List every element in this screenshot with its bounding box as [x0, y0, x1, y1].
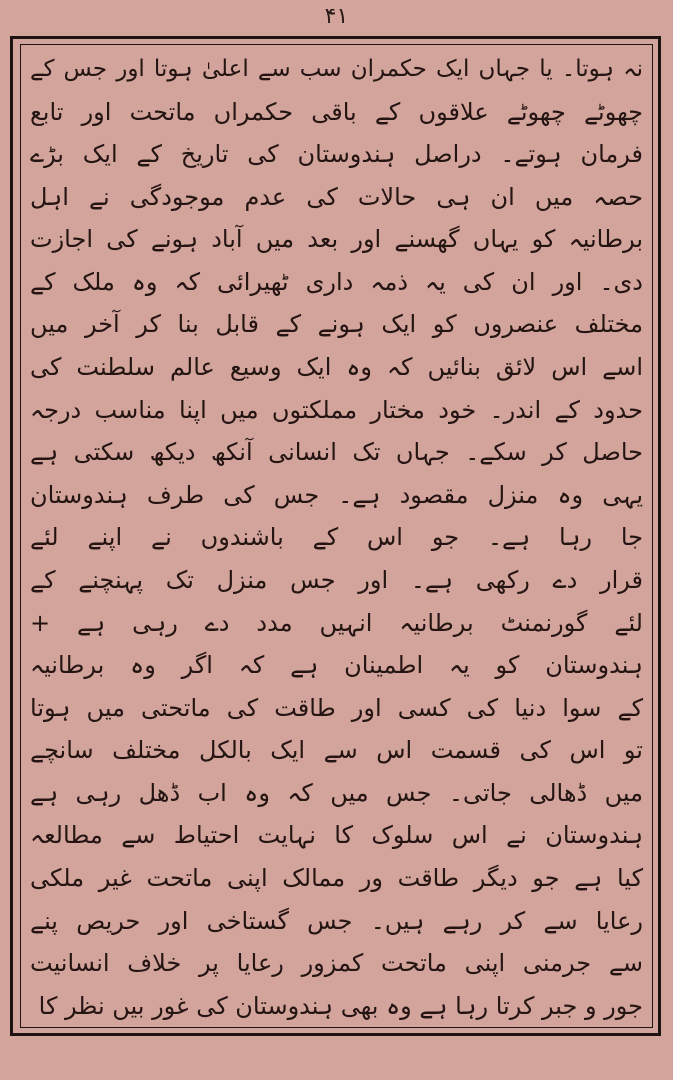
text-line: فرمان ہوتے۔ دراصل ہندوستان کی تاریخ کے ایک بڑے [30, 140, 643, 169]
text-line: ہندوستان کو یہ اطمینان ہے کہ اگر وہ برطانیہ [30, 651, 643, 680]
page-body-text [30, 55, 643, 1020]
text-line: قرار دے رکھی ہے۔ اور جس منزل تک پہنچنے کے [30, 565, 643, 594]
text-line: لئے گورنمنٹ برطانیہ انہیں مدد دے رہی ہے + [30, 608, 643, 637]
page-number: ۴۱ [324, 4, 349, 29]
text-line: مختلف عنصروں کو ایک ہونے کے قابل بنا کر آخر میں [30, 310, 643, 339]
text-line: سے جرمنی اپنی ماتحت کمزور رعایا پر خلاف انسانیت [30, 949, 643, 978]
text-line: چھوٹے چھوٹے علاقوں کے باقی حکمراں ماتحت اور تابع [30, 97, 643, 126]
text-line: ہندوستان نے اس سلوک کا نہایت احتیاط سے مطالعہ [30, 821, 643, 850]
text-line: جور و جبر کرتا رہا ہے وہ بھی ہندوستان کی غور بیں نظر کا [38, 991, 643, 1020]
text-line: کیا ہے جو دیگر طاقت ور ممالک اپنی ماتحت غیر ملکی [30, 863, 643, 892]
text-line: حصہ میں ان ہی حالات کی عدم موجودگی نے اہل [30, 182, 643, 211]
text-line: یہی وہ منزل مقصود ہے۔ جس کی طرف ہندوستان [30, 480, 643, 509]
text-line: میں ڈھالی جاتی۔ جس میں کہ وہ اب ڈھل رہی ہے [30, 778, 643, 807]
text-line: تو اس کی قسمت اس سے ایک بالکل مختلف سانچے [30, 736, 643, 765]
text-line: اسے اس لائق بنائیں کہ وہ ایک وسیع عالم سلطنت کی [30, 353, 643, 382]
text-line: دی۔ اور ان کی یہ ذمہ داری ٹھیرائی کہ وہ ملک کے [30, 267, 643, 296]
text-line: کے سوا دنیا کی کسی اور طاقت کی ماتحتی میں ہوتا [30, 693, 643, 722]
text-line: حاصل کر سکے۔ جہاں تک انسانی آنکھ دیکھ سکتی ہے [30, 438, 643, 467]
text-line: نہ ہوتا۔ یا جہاں ایک حکمران سب سے اعلیٰ ہوتا اور جس کے [30, 56, 643, 82]
text-line: برطانیہ کو یہاں گھسنے اور بعد میں آباد ہونے کی اجازت [30, 225, 643, 254]
text-line: جا رہا ہے۔ جو اس کے باشندوں نے اپنے لئے [30, 523, 643, 552]
text-line: حدود کے اندر۔ خود مختار مملکتوں میں اپنا مناسب درجہ [30, 395, 643, 424]
text-line: رعایا سے کر رہے ہیں۔ جس گستاخی اور حریص پنے [30, 906, 643, 935]
